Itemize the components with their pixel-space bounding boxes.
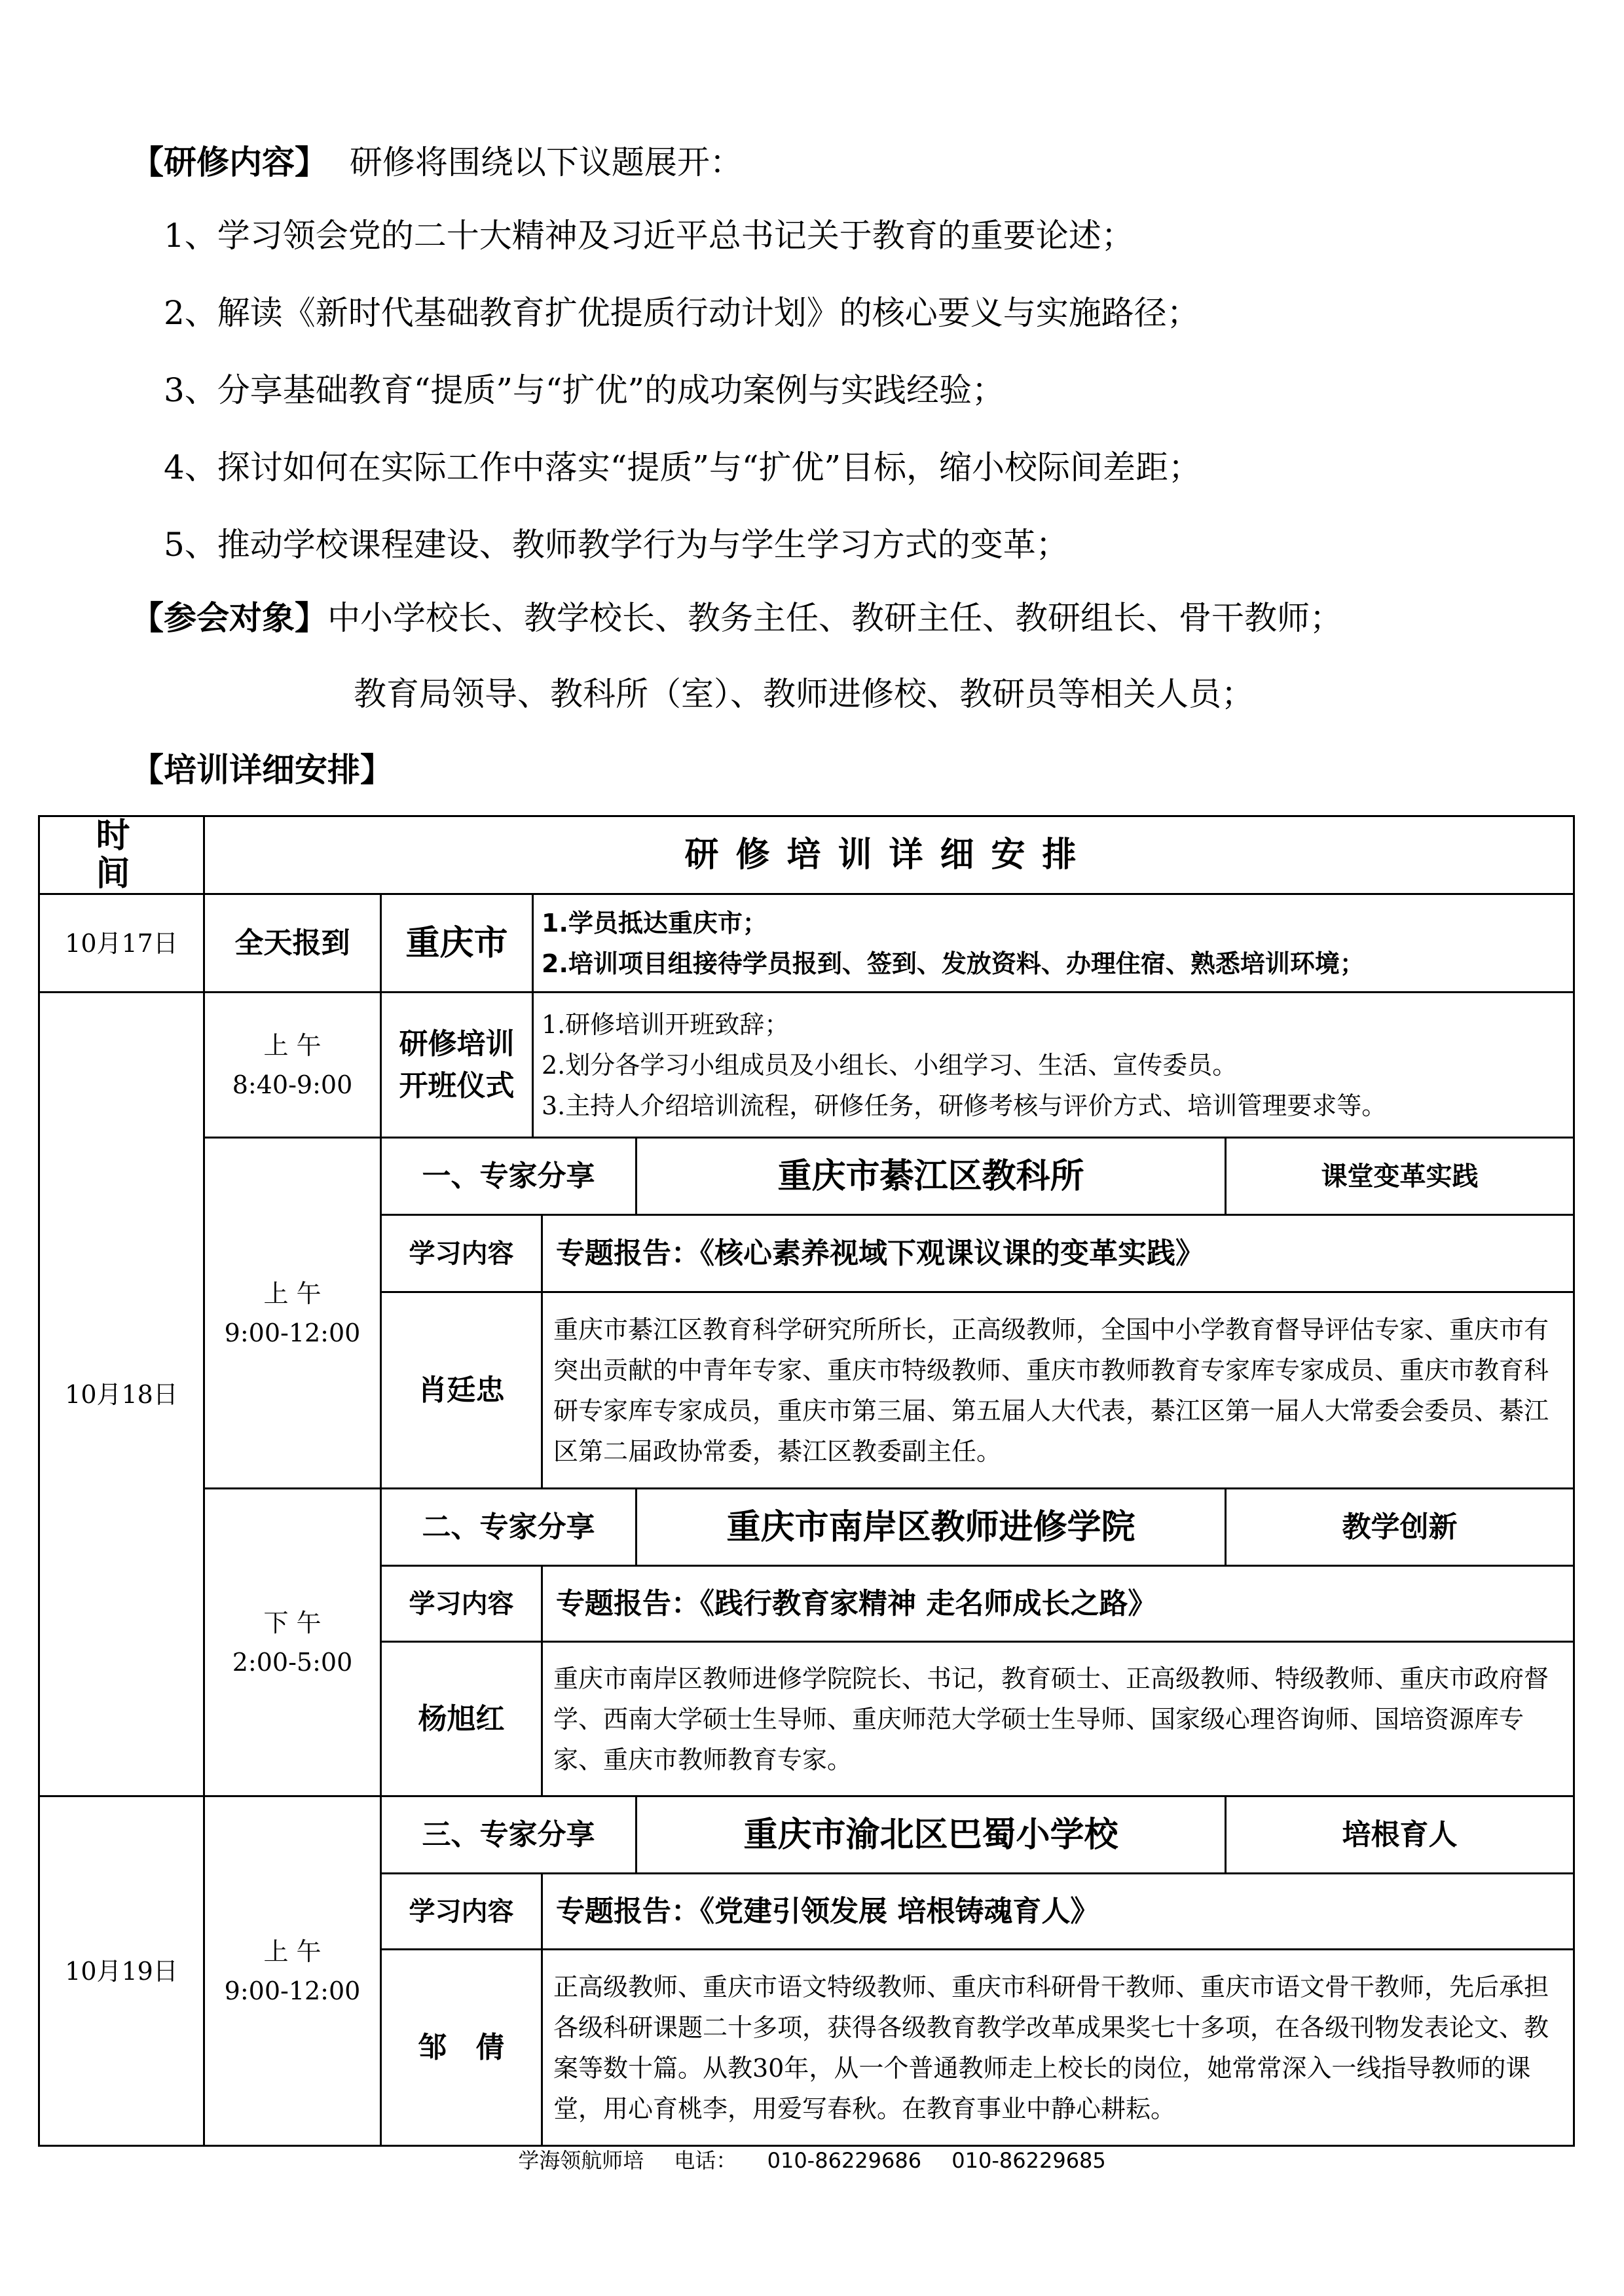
- session3-content-label: 学习内容: [381, 1874, 542, 1950]
- session2-label: 二、专家分享: [381, 1489, 637, 1566]
- session1-time-cell: [204, 1138, 381, 1489]
- header-title: 研修培训详细安排: [204, 816, 1574, 894]
- session2-report: 专题报告：《践行教育家精神 走名师成长之路》: [542, 1566, 1574, 1642]
- session1-label: 一、专家分享: [381, 1138, 637, 1215]
- intro-item-5: 5、推动学校课程建设、教师教学行为与学生学习方式的变革；: [164, 526, 1069, 564]
- intro-item-4: 4、探讨如何在实际工作中落实“提质”与“扩优”目标，缩小校际间差距；: [164, 448, 1202, 486]
- day18-date: 10月18日: [39, 993, 204, 1796]
- opening-title-line-1: 研修培训: [399, 1027, 515, 1061]
- footer-phone-2: 010-86229685: [951, 2148, 1106, 2173]
- day17-note-2: 2.培训项目组接待学员报到、签到、发放资料、办理住宿、熟悉培训环境；: [542, 949, 1365, 978]
- audience-text-1: 中小学校长、教学校长、教务主任、教研主任、教研组长、骨干教师；: [327, 599, 1342, 637]
- schedule-heading: 【培训详细安排】: [131, 751, 393, 789]
- session3-speaker: 邹 倩: [381, 1950, 542, 2146]
- day17-notes: [533, 894, 1574, 993]
- session1-time: 9:00-12:00: [224, 1318, 361, 1347]
- intro-item-3: 3、分享基础教育“提质”与“扩优”的成功案例与实践经验；: [164, 371, 1005, 409]
- session3-theme: 培根育人: [1226, 1796, 1574, 1874]
- session3-label: 三、专家分享: [381, 1796, 637, 1874]
- audience-line-1: [131, 598, 1342, 638]
- session1-period: 上 午: [263, 1279, 322, 1308]
- opening-period: 上 午: [263, 1030, 322, 1060]
- header-time: 时 间: [39, 816, 204, 894]
- session1-title-row: [39, 1138, 1574, 1215]
- day17-note-1: 1.学员抵达重庆市；: [542, 908, 767, 938]
- session3-time: 9:00-12:00: [224, 1976, 361, 2005]
- session1-theme: 课堂变革实践: [1226, 1138, 1574, 1215]
- opening-note-3: 3.主持人介绍培训流程，研修任务，研修考核与评价方式、培训管理要求等。: [542, 1091, 1387, 1120]
- session3-time-cell: [204, 1796, 381, 2146]
- footer-org: 学海领航师培: [518, 2148, 644, 2173]
- session3-report: 专题报告：《党建引领发展 培根铸魂育人》: [542, 1874, 1574, 1950]
- session3-title-row: [39, 1796, 1574, 1874]
- schedule-table: [38, 815, 1575, 2147]
- opening-time-cell: [204, 993, 381, 1138]
- day17-date: 10月17日: [39, 894, 204, 993]
- session2-theme: 教学创新: [1226, 1489, 1574, 1566]
- opening-title: [381, 993, 533, 1138]
- session2-time-cell: [204, 1489, 381, 1796]
- opening-note-2: 2.划分各学习小组成员及小组长、小组学习、生活、宣传委员。: [542, 1050, 1238, 1080]
- session3-org: 重庆市渝北区巴蜀小学校: [637, 1796, 1226, 1874]
- intro-heading: [131, 143, 743, 182]
- table-row-opening: [39, 993, 1574, 1138]
- audience-line-2: 教育局领导、教科所（室）、教师进修校、教研员等相关人员；: [354, 675, 1254, 713]
- session2-bio: 重庆市南岸区教师进修学院院长、书记，教育硕士、正高级教师、特级教师、重庆市政府督学、西南大学硕士生导师、重庆师范大学硕士生导师、国家级心理咨询师、国培资源库专家、重庆市教师教育专家。: [542, 1642, 1574, 1796]
- intro-item-2: 2、解读《新时代基础教育扩优提质行动计划》的核心要义与实施路径；: [164, 294, 1200, 332]
- session2-period: 下 午: [263, 1608, 322, 1637]
- session1-report: 专题报告：《核心素养视域下观课议课的变革实践》: [542, 1215, 1574, 1292]
- intro-heading-text: 研修将围绕以下议题展开：: [349, 143, 743, 181]
- session3-bio: 正高级教师、重庆市语文特级教师、重庆市科研骨干教师、重庆市语文骨干教师，先后承担各级科研课题二十多项，获得各级教育教学改革成果奖七十多项，在各级刊物发表论文、教案等数十篇。从教30年，从一个普通教师走上校长的岗位，她常常深入一线指导教师的课堂，用心育桃李，用爱写春秋。在教育事业中静心耕耘。: [542, 1950, 1574, 2146]
- opening-title-line-2: 开班仪式: [399, 1068, 515, 1102]
- footer-phone-label: 电话：: [674, 2148, 737, 2173]
- table-row-day17: [39, 894, 1574, 993]
- table-header-row: [39, 816, 1574, 894]
- session2-org: 重庆市南岸区教师进修学院: [637, 1489, 1226, 1566]
- day17-activity: 全天报到: [204, 894, 381, 993]
- audience-label: 【参会对象】: [131, 599, 327, 637]
- intro-item-1: 1、学习领会党的二十大精神及习近平总书记关于教育的重要论述；: [164, 217, 1134, 255]
- session3-period: 上 午: [263, 1937, 322, 1966]
- session1-content-label: 学习内容: [381, 1215, 542, 1292]
- day17-place: 重庆市: [381, 894, 533, 993]
- opening-notes: [533, 993, 1574, 1138]
- session2-speaker: 杨旭红: [381, 1642, 542, 1796]
- session1-bio: 重庆市綦江区教育科学研究所所长，正高级教师，全国中小学教育督导评估专家、重庆市有突出贡献的中青年专家、重庆市特级教师、重庆市教师教育专家库专家成员、重庆市教育科研专家库专家成员，重庆市第三届、第五届人大代表，綦江区第一届人大常委会委员、綦江区第二届政协常委，綦江区教委副主任。: [542, 1292, 1574, 1489]
- session2-content-label: 学习内容: [381, 1566, 542, 1642]
- session2-time: 2:00-5:00: [232, 1647, 353, 1677]
- session2-title-row: [39, 1489, 1574, 1566]
- day19-date: 10月19日: [39, 1796, 204, 2146]
- footer-phone-1: 010-86229686: [767, 2148, 922, 2173]
- intro-heading-label: 【研修内容】: [131, 143, 327, 181]
- opening-time: 8:40-9:00: [232, 1070, 353, 1099]
- session1-org: 重庆市綦江区教科所: [637, 1138, 1226, 1215]
- opening-note-1: 1.研修培训开班致辞；: [542, 1010, 790, 1039]
- footer: [0, 2144, 1624, 2174]
- session1-speaker: 肖廷忠: [381, 1292, 542, 1489]
